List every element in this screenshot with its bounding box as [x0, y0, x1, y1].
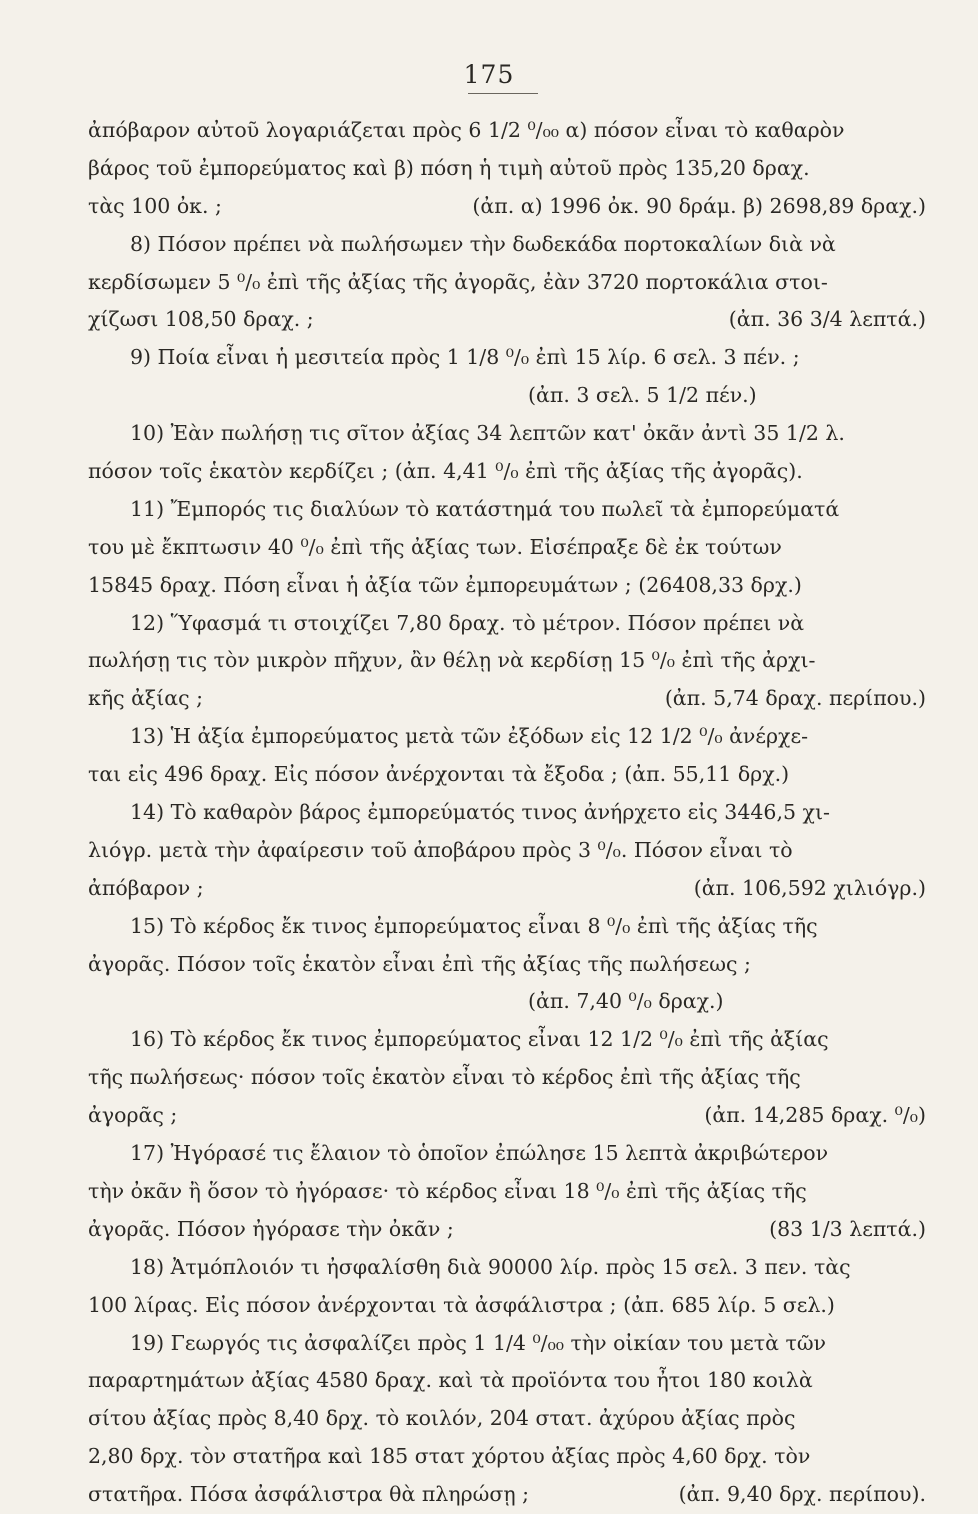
- text-line: 19) Γεωργός τις ἀσφαλίζει πρὸς 1 1/4 ⁰/₀₀ τὴν οἰκίαν του μετὰ τῶν: [130, 1330, 827, 1355]
- text-line: 13) Ἡ ἀξία ἐμπορεύματος μετὰ τῶν ἐξόδων εἰς 12 1/2 ⁰/₀ ἀνέρχε-: [130, 724, 809, 749]
- page-text-body: [88, 112, 926, 1514]
- line-answer: (ἀπ. 14,285 δραχ. ⁰/₀): [704, 1103, 926, 1128]
- line-text: ἀγορᾶς ;: [88, 1103, 178, 1128]
- answer-line: (ἀπ. 7,40 ⁰/₀ δραχ.): [528, 989, 724, 1014]
- text-line: ἀγορᾶς. Πόσον τοῖς ἑκατὸν εἶναι ἐπὶ τῆς ἀξίας τῆς πωλήσεως ;: [88, 951, 751, 976]
- text-line: πόσον τοῖς ἑκατὸν κερδίζει ; (ἀπ. 4,41 ⁰/₀ ἐπὶ τῆς ἀξίας τῆς ἀγορᾶς).: [88, 459, 803, 484]
- text-line: 8) Πόσον πρέπει νὰ πωλήσωμεν τὴν δωδεκάδα πορτοκαλίων διὰ νὰ: [130, 231, 836, 256]
- text-line: [88, 870, 926, 908]
- text-line: ἀπόβαρον αὐτοῦ λογαριάζεται πρὸς 6 1/2 ⁰/₀₀ α) πόσον εἶναι τὸ καθαρὸν: [88, 118, 845, 142]
- answer-line: (ἀπ. 3 σελ. 5 1/2 πέν.): [528, 383, 757, 408]
- line-answer: (ἀπ. 36 3/4 λεπτά.): [728, 307, 926, 332]
- text-line: 10) Ἐὰν πωλήσῃ τις σῖτον ἀξίας 34 λεπτῶν κατ' ὀκᾶν ἀντὶ 35 1/2 λ.: [130, 421, 845, 446]
- text-line: [88, 1476, 926, 1514]
- line-answer: (ἀπ. 5,74 δραχ. περίπου.): [664, 686, 926, 711]
- page-number-rule: [468, 93, 538, 94]
- text-line: [88, 1211, 926, 1249]
- text-line: 16) Τὸ κέρδος ἔκ τινος ἐμπορεύματος εἶναι 12 1/2 ⁰/₀ ἐπὶ τῆς ἀξίας: [130, 1027, 829, 1052]
- line-text: ἀγορᾶς. Πόσον ἠγόρασε τὴν ὀκᾶν ;: [88, 1216, 454, 1241]
- page-number: 175: [463, 60, 515, 89]
- line-answer: (ἀπ. 106,592 χιλιόγρ.): [693, 875, 926, 900]
- text-line: 11) Ἔμπορός τις διαλύων τὸ κατάστημά του πωλεῖ τὰ ἐμπορεύματά: [130, 496, 840, 521]
- text-line: [88, 680, 926, 718]
- text-line: [88, 188, 926, 226]
- line-text: στατῆρα. Πόσα ἀσφάλιστρα θὰ πληρώσῃ ;: [88, 1482, 530, 1507]
- line-answer: (83 1/3 λεπτά.): [769, 1216, 926, 1241]
- text-line: λιόγρ. μετὰ τὴν ἀφαίρεσιν τοῦ ἀποβάρου πρὸς 3 ⁰/₀. Πόσον εἶναι τὸ: [88, 837, 793, 862]
- line-answer: (ἀπ. α) 1996 ὀκ. 90 δράμ. β) 2698,89 δραχ.): [472, 193, 926, 218]
- line-text: τὰς 100 ὀκ. ;: [88, 193, 222, 218]
- text-line: 2,80 δρχ. τὸν στατῆρα καὶ 185 στατ χόρτου ἀξίας πρὸς 4,60 δρχ. τὸν: [88, 1444, 811, 1469]
- text-line: τῆς πωλήσεως· πόσον τοῖς ἑκατὸν εἶναι τὸ κέρδος ἐπὶ τῆς ἀξίας τῆς: [88, 1065, 801, 1090]
- line-text: ἀπόβαρον ;: [88, 875, 204, 900]
- text-line: 14) Τὸ καθαρὸν βάρος ἐμπορεύματός τινος ἀνήρχετο εἰς 3446,5 χι-: [130, 800, 830, 825]
- text-line: βάρος τοῦ ἐμπορεύματος καὶ β) πόση ἡ τιμὴ αὐτοῦ πρὸς 135,20 δραχ.: [88, 155, 810, 180]
- line-text: χίζωσι 108,50 δραχ. ;: [88, 307, 314, 332]
- text-line: του μὲ ἔκπτωσιν 40 ⁰/₀ ἐπὶ τῆς ἀξίας των. Εἰσέπραξε δὲ ἐκ τούτων: [88, 534, 782, 559]
- text-line: 17) Ἠγόρασέ τις ἔλαιον τὸ ὁποῖον ἐπώλησε 15 λεπτὰ ἀκριβώτερον: [130, 1141, 829, 1166]
- text-line: τὴν ὀκᾶν ἢ ὅσον τὸ ἠγόρασε· τὸ κέρδος εἶναι 18 ⁰/₀ ἐπὶ τῆς ἀξίας τῆς: [88, 1178, 807, 1203]
- text-line: κερδίσωμεν 5 ⁰/₀ ἐπὶ τῆς ἀξίας τῆς ἀγορᾶς, ἐὰν 3720 πορτοκάλια στοι-: [88, 269, 828, 294]
- text-line: σίτου ἀξίας πρὸς 8,40 δρχ. τὸ κοιλόν, 204 στατ. ἀχύρου ἀξίας πρὸς: [88, 1406, 796, 1431]
- text-line: 12) Ὕφασμά τι στοιχίζει 7,80 δραχ. τὸ μέτρον. Πόσον πρέπει νὰ: [130, 610, 805, 635]
- line-answer: (ἀπ. 9,40 δρχ. περίπου).: [678, 1482, 926, 1507]
- text-line: 100 λίρας. Εἰς πόσον ἀνέρχονται τὰ ἀσφάλιστρα ; (ἀπ. 685 λίρ. 5 σελ.): [88, 1292, 835, 1317]
- text-line: 15) Τὸ κέρδος ἔκ τινος ἐμπορεύματος εἶναι 8 ⁰/₀ ἐπὶ τῆς ἀξίας τῆς: [130, 913, 818, 938]
- text-line: παραρτημάτων ἀξίας 4580 δραχ. καὶ τὰ προϊόντα του ἦτοι 180 κοιλὰ: [88, 1368, 813, 1393]
- line-text: κῆς ἀξίας ;: [88, 686, 204, 711]
- text-line: [88, 301, 926, 339]
- text-line: [88, 1097, 926, 1135]
- text-line: 18) Ἀτμόπλοιόν τι ἠσφαλίσθη διὰ 90000 λίρ. πρὸς 15 σελ. 3 πεν. τὰς: [130, 1254, 851, 1279]
- text-line: ται εἰς 496 δραχ. Εἰς πόσον ἀνέρχονται τὰ ἔξοδα ; (ἀπ. 55,11 δρχ.): [88, 762, 790, 787]
- text-line: 9) Ποία εἶναι ἡ μεσιτεία πρὸς 1 1/8 ⁰/₀ ἐπὶ 15 λίρ. 6 σελ. 3 πέν. ;: [130, 345, 800, 370]
- text-line: 15845 δραχ. Πόση εἶναι ἡ ἀξία τῶν ἐμπορευμάτων ; (26408,33 δρχ.): [88, 572, 802, 597]
- text-line: πωλήσῃ τις τὸν μικρὸν πῆχυν, ἂν θέλῃ νὰ κερδίσῃ 15 ⁰/₀ ἐπὶ τῆς ἀρχι-: [88, 648, 816, 673]
